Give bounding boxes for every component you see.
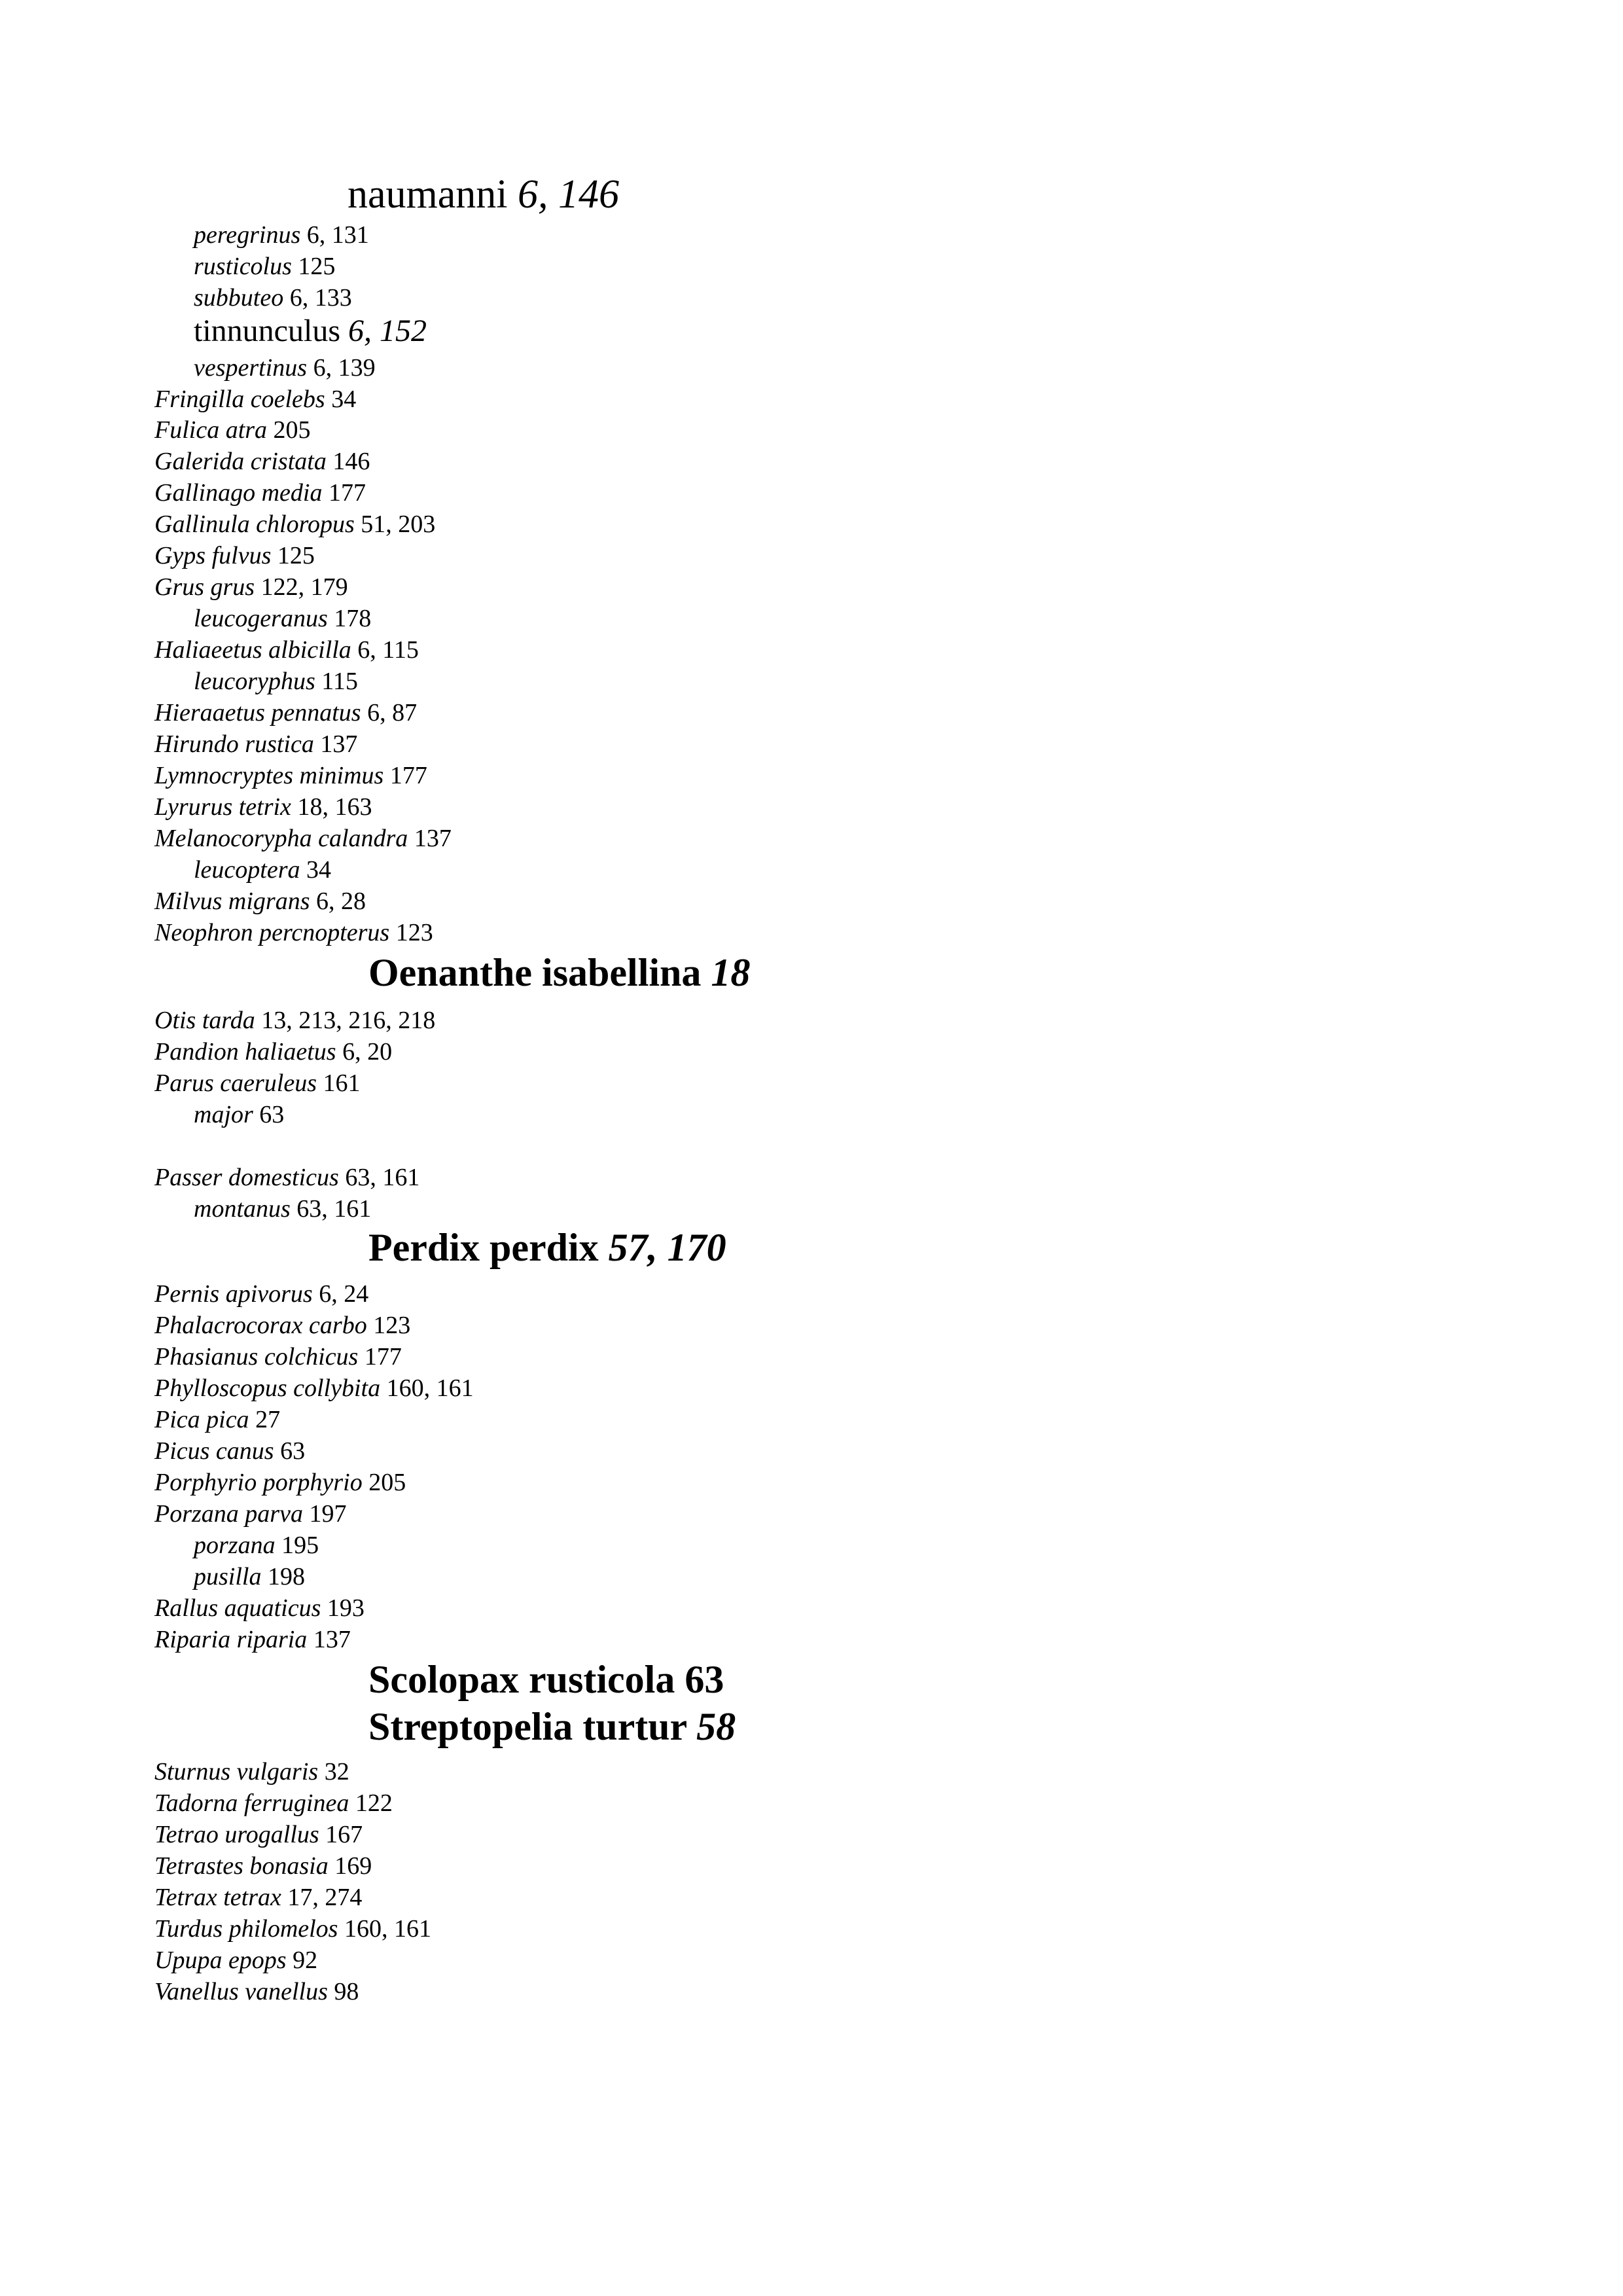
index-entry-porphyrio (154, 1470, 406, 1495)
species-name: major (194, 1101, 253, 1128)
species-name: naumanni (348, 172, 508, 217)
species-name: Phalacrocorax carbo (154, 1312, 367, 1339)
index-entry-milvus (154, 889, 366, 914)
index-entry-vanellus (154, 1979, 359, 2004)
page-numbers: 17, 274 (287, 1884, 363, 1911)
index-entry-lyrurus (154, 795, 372, 819)
page-numbers: 137 (313, 1626, 351, 1653)
index-entry-leucogeranus (194, 606, 371, 631)
index-entry-gallinago (154, 480, 366, 505)
index-entry-leucoptera (194, 857, 331, 882)
page-numbers: 6, 87 (367, 699, 418, 726)
species-name: porzana (194, 1532, 276, 1559)
page-numbers: 6, 146 (518, 172, 619, 217)
species-name: Porzana parva (154, 1500, 303, 1528)
index-heading-oenanthe (368, 953, 750, 992)
page-numbers: 205 (368, 1469, 406, 1496)
species-name: Picus canus (154, 1437, 274, 1465)
species-name: Passer domesticus (154, 1164, 339, 1191)
index-heading-perdix (368, 1228, 726, 1267)
species-name: Galerida cristata (154, 448, 327, 475)
species-name: Milvus migrans (154, 888, 310, 915)
species-name: Phasianus colchicus (154, 1343, 359, 1371)
index-entry-passer (154, 1165, 419, 1190)
species-name: Sturnus vulgaris (154, 1758, 319, 1785)
page-numbers: 198 (267, 1563, 305, 1590)
page-numbers: 205 (273, 416, 311, 444)
index-entry-otis (154, 1008, 435, 1033)
index-heading-streptopelia (368, 1707, 736, 1746)
index-entry-picus (154, 1439, 305, 1463)
species-name: Fulica atra (154, 416, 268, 444)
page-numbers: 193 (327, 1594, 365, 1622)
index-entry-lymnocryptes (154, 763, 427, 788)
index-entry-porzana-porzana (194, 1533, 319, 1558)
species-name: Hirundo rustica (154, 730, 314, 758)
index-entry-rallus (154, 1596, 365, 1621)
page-numbers: 146 (332, 448, 370, 475)
species-name: leucoptera (194, 856, 300, 884)
page-numbers: 177 (389, 762, 427, 789)
page-numbers: 34 (306, 856, 332, 884)
page-numbers: 160, 161 (344, 1915, 431, 1943)
species-name: Pica pica (154, 1406, 249, 1433)
species-name: Gallinula chloropus (154, 511, 355, 538)
index-entry-hieraaetus (154, 700, 417, 725)
page-numbers: 63 (280, 1437, 306, 1465)
index-entry-major (194, 1102, 284, 1127)
page-numbers: 6, 133 (289, 284, 352, 312)
page-numbers: 177 (328, 479, 366, 507)
index-entry-leucoryphus (194, 669, 358, 694)
index-entry-pica (154, 1407, 280, 1432)
species-name: Hieraaetus pennatus (154, 699, 361, 726)
index-entry-porzana (154, 1501, 346, 1526)
species-name: Rallus aquaticus (154, 1594, 321, 1622)
species-name: montanus (194, 1195, 291, 1223)
index-entry-fringilla (154, 387, 356, 412)
index-entry-parus (154, 1071, 361, 1096)
index-entry-tetrastes (154, 1854, 372, 1878)
species-name: Vanellus vanellus (154, 1978, 328, 2005)
page-numbers: 195 (281, 1532, 319, 1559)
page-numbers: 92 (293, 1946, 318, 1974)
species-name: Gyps fulvus (154, 542, 272, 569)
page-numbers: 34 (331, 386, 357, 413)
species-name: Upupa epops (154, 1946, 287, 1974)
index-entry-upupa (154, 1948, 317, 1973)
species-name: Streptopelia turtur (368, 1705, 687, 1748)
species-name: Porphyrio porphyrio (154, 1469, 363, 1496)
species-name: Turdus philomelos (154, 1915, 338, 1943)
page-numbers: 137 (414, 825, 452, 852)
species-name: Fringilla coelebs (154, 386, 325, 413)
species-name: Pandion haliaetus (154, 1038, 336, 1066)
species-name: Grus grus (154, 573, 255, 601)
page-numbers: 6, 28 (316, 888, 366, 915)
species-name: Tetrax tetrax (154, 1884, 281, 1911)
species-name: Perdix perdix (368, 1226, 599, 1269)
species-name: pusilla (194, 1563, 262, 1590)
index-entry-montanus (194, 1196, 371, 1221)
page-numbers: 169 (334, 1852, 372, 1880)
index-entry-vespertinus (194, 355, 376, 380)
index-entry-melanocorypha (154, 826, 452, 851)
species-name: Lyrurus tetrix (154, 793, 291, 821)
index-entry-pusilla (194, 1564, 305, 1589)
index-entry-rusticolus (194, 254, 335, 279)
page-numbers: 6, 24 (319, 1280, 369, 1308)
index-entry-tetrao (154, 1822, 363, 1847)
index-entry-haliaeetus (154, 637, 419, 662)
index-entry-riparia (154, 1627, 351, 1652)
species-name: leucoryphus (194, 668, 315, 695)
page-numbers: 123 (373, 1312, 411, 1339)
page-numbers: 177 (364, 1343, 402, 1371)
page-numbers: 63, 161 (296, 1195, 372, 1223)
species-name: Lymnocryptes minimus (154, 762, 384, 789)
index-entry-neophron (154, 920, 433, 945)
species-name: Tadorna ferruginea (154, 1789, 349, 1817)
page-numbers: 123 (395, 919, 433, 946)
page-numbers: 58 (696, 1705, 736, 1748)
page-numbers: 27 (255, 1406, 281, 1433)
page-numbers: 6, 152 (348, 314, 427, 348)
species-name: Scolopax rusticola (368, 1658, 675, 1701)
index-entry-tinnunculus (194, 315, 427, 347)
species-name: subbuteo (194, 284, 284, 312)
page-numbers: 18 (711, 951, 751, 994)
index-entry-fulica (154, 418, 311, 442)
page-numbers: 6, 139 (313, 354, 376, 382)
index-entry-pernis (154, 1282, 368, 1306)
species-name: Haliaeetus albicilla (154, 636, 351, 664)
index-entry-peregrinus (194, 223, 369, 247)
index-entry-subbuteo (194, 285, 352, 310)
page-numbers: 63, 161 (345, 1164, 420, 1191)
index-entry-turdus (154, 1916, 431, 1941)
species-name: Parus caeruleus (154, 1069, 317, 1097)
species-name: tinnunculus (194, 314, 340, 348)
species-name: peregrinus (194, 221, 301, 249)
index-entry-tetrax (154, 1885, 362, 1910)
page-numbers: 137 (320, 730, 358, 758)
index-entry-pandion (154, 1039, 392, 1064)
index-entry-sturnus (154, 1759, 349, 1784)
page-numbers: 161 (323, 1069, 361, 1097)
page-numbers: 115 (321, 668, 358, 695)
page-numbers: 51, 203 (361, 511, 436, 538)
index-entry-phylloscopus (154, 1376, 474, 1401)
page-numbers: 13, 213, 216, 218 (261, 1007, 436, 1034)
page-numbers: 197 (309, 1500, 347, 1528)
species-name: Tetrao urogallus (154, 1821, 319, 1848)
species-name: leucogeranus (194, 605, 328, 632)
index-entry-naumanni (348, 174, 619, 215)
species-name: Gallinago media (154, 479, 323, 507)
species-name: Oenanthe isabellina (368, 951, 702, 994)
index-entry-phalacrocorax (154, 1313, 410, 1338)
page-numbers: 125 (277, 542, 315, 569)
page-numbers: 6, 131 (306, 221, 369, 249)
page-numbers: 32 (324, 1758, 349, 1785)
index-entry-tadorna (154, 1791, 393, 1816)
index-entry-hirundo (154, 732, 357, 757)
species-name: vespertinus (194, 354, 308, 382)
page-numbers: 6, 20 (342, 1038, 393, 1066)
index-entry-grus (154, 575, 348, 600)
page-numbers: 6, 115 (357, 636, 419, 664)
page-numbers: 18, 163 (297, 793, 372, 821)
page-numbers: 125 (298, 253, 336, 280)
species-name: Pernis apivorus (154, 1280, 313, 1308)
page-numbers: 122 (355, 1789, 393, 1817)
species-name: Phylloscopus collybita (154, 1374, 381, 1402)
page-numbers: 57, 170 (608, 1226, 726, 1269)
index-entry-galerida (154, 449, 370, 474)
index-heading-scolopax (368, 1660, 724, 1699)
page-numbers: 167 (325, 1821, 363, 1848)
species-name: Melanocorypha calandra (154, 825, 408, 852)
species-name: Otis tarda (154, 1007, 255, 1034)
page-numbers: 122, 179 (260, 573, 348, 601)
species-name: Tetrastes bonasia (154, 1852, 329, 1880)
index-entry-gallinula (154, 512, 435, 537)
page-numbers: 63 (685, 1658, 724, 1701)
index-entry-gyps (154, 543, 315, 568)
page-numbers: 98 (334, 1978, 359, 2005)
species-name: Riparia riparia (154, 1626, 308, 1653)
page-numbers: 160, 161 (386, 1374, 474, 1402)
species-name: rusticolus (194, 253, 292, 280)
index-entry-phasianus (154, 1344, 402, 1369)
page-numbers: 178 (334, 605, 372, 632)
page-numbers: 63 (259, 1101, 285, 1128)
species-name: Neophron percnopterus (154, 919, 390, 946)
